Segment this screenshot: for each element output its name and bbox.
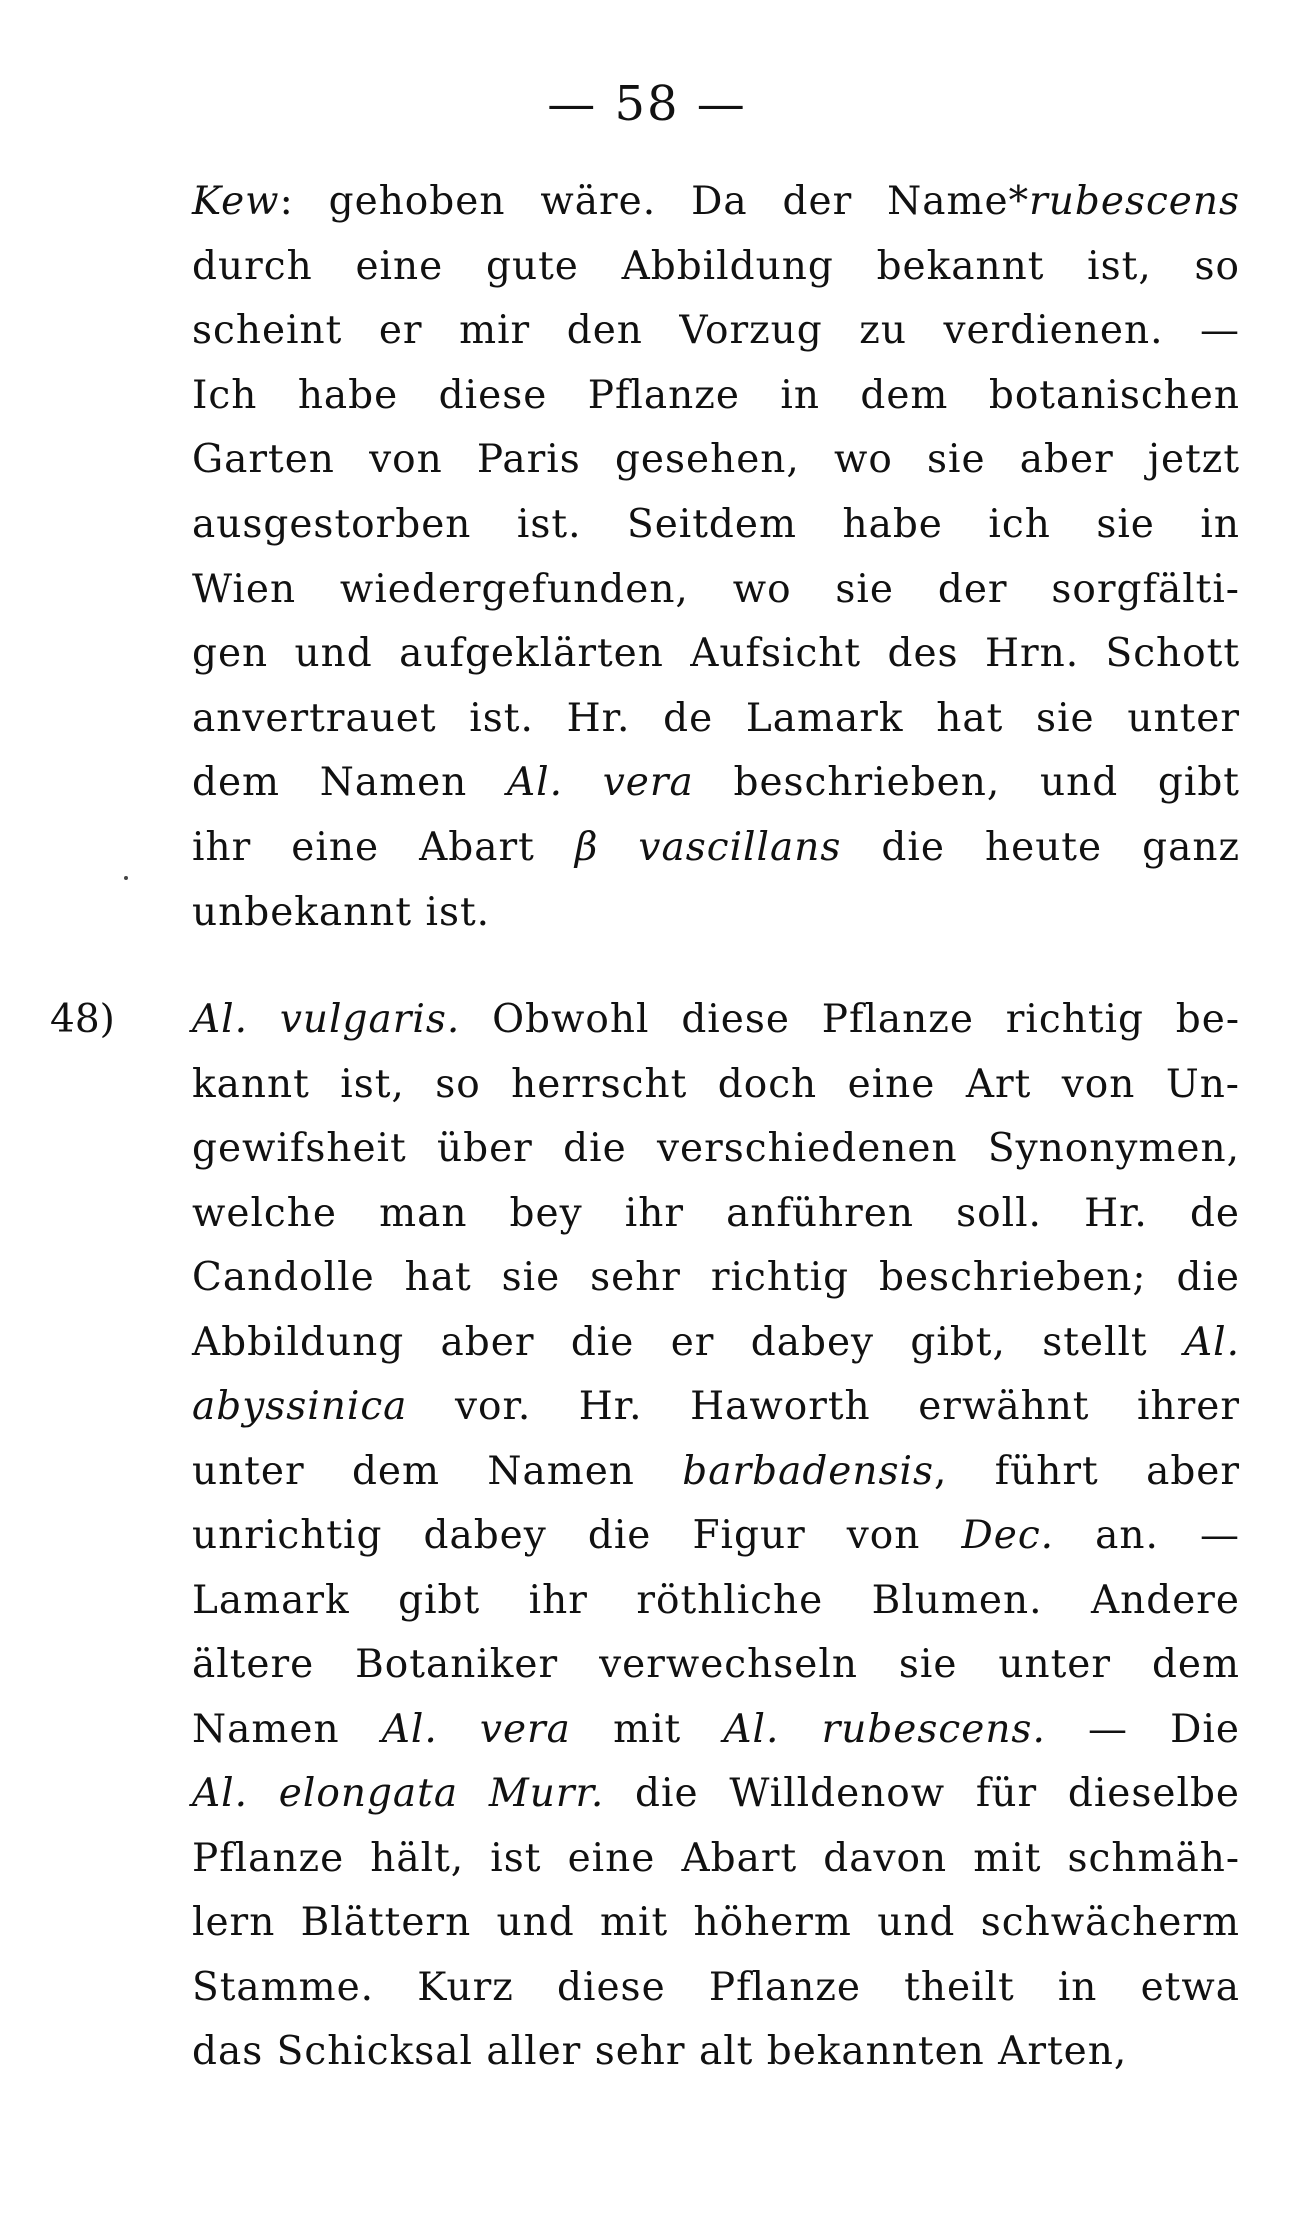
text-run: beschrieben, und gibt xyxy=(693,760,1240,806)
italic-term: Al. rubescens. xyxy=(723,1706,1046,1752)
text-line xyxy=(192,622,1240,686)
text-line xyxy=(192,1891,1240,1955)
text-line xyxy=(192,364,1240,428)
text-line xyxy=(192,881,1240,945)
text-run: Obwohl diese Pflanze richtig be- xyxy=(460,997,1240,1042)
italic-term: abyssinica xyxy=(192,1384,408,1429)
text-run: dem Namen xyxy=(192,760,508,806)
text-line xyxy=(192,816,1240,880)
text-run: unter dem Namen xyxy=(192,1448,683,1494)
text-line xyxy=(192,1440,1240,1504)
text-run: anvertrauet ist. Hr. de Lamark hat sie unter xyxy=(192,695,1240,741)
text-line xyxy=(192,1633,1240,1697)
printing-speck xyxy=(124,876,128,880)
italic-term: Dec. xyxy=(961,1513,1055,1558)
text-run: , führt aber xyxy=(934,1448,1241,1494)
entry-number: 48) xyxy=(50,997,115,1042)
text-run: Namen xyxy=(192,1706,382,1752)
text-run: vor. Hr. Haworth erwähnt ihrer xyxy=(407,1384,1240,1429)
text-line xyxy=(192,988,1240,1052)
text-line xyxy=(192,1762,1240,1826)
text-line xyxy=(192,1182,1240,1246)
italic-term: Al. vulgaris. xyxy=(192,997,461,1042)
italic-term: Al. elongata Murr. xyxy=(192,1771,605,1816)
text-run: scheint er mir den Vorzug zu verdienen. — xyxy=(192,308,1240,354)
page-number: — 58 — xyxy=(547,76,747,132)
text-line xyxy=(192,1827,1240,1891)
text-line xyxy=(192,751,1240,815)
text-line xyxy=(192,2020,1240,2084)
text-run: Candolle hat sie sehr richtig beschrieben; die xyxy=(192,1255,1240,1300)
text-run: : gehoben wäre. Da der Name* xyxy=(279,179,1030,224)
text-line xyxy=(192,1117,1240,1181)
text-run: ausgestorben ist. Seitdem habe ich sie in xyxy=(192,502,1240,547)
text-run: ältere Botaniker verwechseln sie unter dem xyxy=(192,1642,1240,1687)
text-run: die Willdenow für dieselbe xyxy=(604,1771,1241,1816)
text-line xyxy=(192,1956,1240,2020)
italic-term: Al. xyxy=(1183,1319,1240,1365)
text-line xyxy=(192,1246,1240,1310)
text-line xyxy=(192,1698,1240,1762)
italic-term: β vascillans xyxy=(574,825,842,870)
text-run: Wien wiedergefunden, wo sie der sorgfälti- xyxy=(192,566,1240,612)
text-run: Stamme. Kurz diese Pflanze theilt in etwa xyxy=(192,1964,1240,2010)
italic-term: rubescens xyxy=(1029,179,1240,224)
text-line xyxy=(192,170,1240,234)
text-run: Ich habe diese Pflanze in dem botanischen xyxy=(192,372,1240,418)
text-run: an. — xyxy=(1054,1513,1240,1558)
text-run: Pflanze hält, ist eine Abart davon mit schmäh- xyxy=(192,1835,1240,1881)
text-run: gewifsheit über die verschiedenen Synonymen, xyxy=(192,1126,1240,1171)
text-run: durch eine gute Abbildung bekannt ist, so xyxy=(192,243,1240,289)
italic-term: Al. vera xyxy=(507,760,694,806)
text-line xyxy=(192,687,1240,751)
italic-term: barbadensis xyxy=(682,1448,934,1494)
text-run: Abbildung aber die er dabey gibt, stellt xyxy=(192,1319,1184,1365)
text-line xyxy=(192,493,1240,557)
text-run: mit xyxy=(570,1706,724,1752)
text-run: das Schicksal aller sehr alt bekannten Arten, xyxy=(192,2029,1128,2074)
text-run: ihr eine Abart xyxy=(192,825,575,870)
text-line xyxy=(192,299,1240,363)
text-line xyxy=(192,1375,1240,1439)
text-line xyxy=(192,1504,1240,1568)
text-run: gen und aufgeklärten Aufsicht des Hrn. Schott xyxy=(192,631,1240,677)
italic-term: Al. vera xyxy=(381,1706,571,1752)
text-line xyxy=(192,428,1240,492)
text-run: unbekannt ist. xyxy=(192,889,491,935)
text-line xyxy=(192,558,1240,622)
text-run: welche man bey ihr anführen soll. Hr. de xyxy=(192,1190,1240,1236)
text-line xyxy=(192,1311,1240,1375)
text-run: unrichtig dabey die Figur von xyxy=(192,1513,962,1558)
text-run: lern Blättern und mit höherm und schwächerm xyxy=(192,1900,1240,1945)
text-line xyxy=(192,1053,1240,1117)
text-line xyxy=(192,235,1240,299)
text-line xyxy=(192,1569,1240,1633)
text-run: die heute ganz xyxy=(841,825,1240,870)
text-run: kannt ist, so herrscht doch eine Art von Un- xyxy=(192,1061,1240,1107)
italic-term: Kew xyxy=(192,179,280,224)
text-run: Lamark gibt ihr röthliche Blumen. Andere xyxy=(192,1577,1240,1623)
text-run: — Die xyxy=(1045,1706,1240,1752)
text-run: Garten von Paris gesehen, wo sie aber jetzt xyxy=(192,437,1240,483)
